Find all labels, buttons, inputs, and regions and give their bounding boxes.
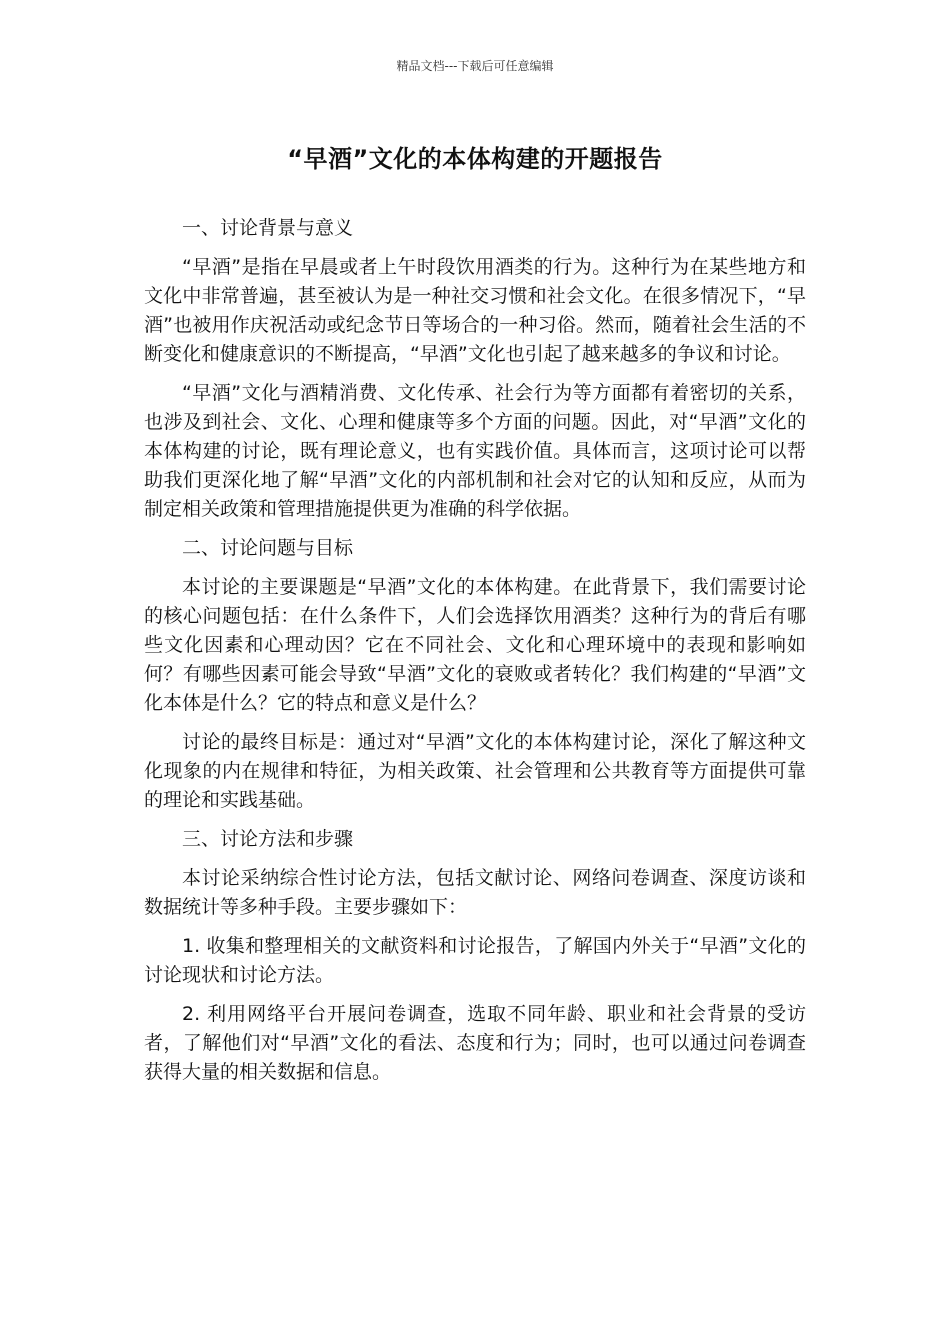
document-body: [144, 214, 806, 1097]
list-item: 1. 收集和整理相关的文献资料和讨论报告，了解国内外关于“早酒”文化的讨论现状和讨论方法。: [144, 935, 806, 986]
document-title: “早酒”文化的本体构建的开题报告: [287, 145, 663, 173]
paragraph: 讨论的最终目标是：通过对“早酒”文化的本体构建讨论，深化了解这种文化现象的内在规律和特征，为相关政策、社会管理和公共教育等方面提供可靠的理论和实践基础。: [144, 731, 806, 811]
paragraph: 本讨论采纳综合性讨论方法，包括文献讨论、网络问卷调查、深度访谈和数据统计等多种手段。主要步骤如下：: [144, 867, 806, 918]
section-heading-background: 一、讨论背景与意义: [182, 217, 354, 239]
paragraph: “早酒”文化与酒精消费、文化传承、社会行为等方面都有着密切的关系，也涉及到社会、文化、心理和健康等多个方面的问题。因此，对“早酒”文化的本体构建的讨论，既有理论意义，也有实践价值。具体而言，这项讨论可以帮助我们更深化地了解“早酒”文化的内部机制和社会对它的认知和反应，从而为制定相关政策和管理措施提供更为准确的科学依据。: [144, 382, 806, 520]
paragraph: 本讨论的主要课题是“早酒”文化的本体构建。在此背景下，我们需要讨论的核心问题包括：在什么条件下，人们会选择饮用酒类？这种行为的背后有哪些文化因素和心理动因？它在不同社会、文化和心理环境中的表现和影响如何？有哪些因素可能会导致“早酒”文化的衰败或者转化？我们构建的“早酒”文化本体是什么？它的特点和意义是什么？: [144, 576, 806, 714]
section-heading-questions: 二、讨论问题与目标: [182, 537, 354, 559]
section-heading-methods: 三、讨论方法和步骤: [182, 828, 354, 850]
list-item: 2. 利用网络平台开展问卷调查，选取不同年龄、职业和社会背景的受访者，了解他们对“早酒”文化的看法、态度和行为；同时，也可以通过问卷调查获得大量的相关数据和信息。: [144, 1003, 806, 1083]
paragraph: “早酒”是指在早晨或者上午时段饮用酒类的行为。这种行为在某些地方和文化中非常普遍，甚至被认为是一种社交习惯和社会文化。在很多情况下，“早酒”也被用作庆祝活动或纪念节日等场合的一种习俗。然而，随着社会生活的不断变化和健康意识的不断提高，“早酒”文化也引起了越来越多的争议和讨论。: [144, 256, 806, 365]
header-note: 精品文档---下载后可任意编辑: [396, 59, 554, 73]
